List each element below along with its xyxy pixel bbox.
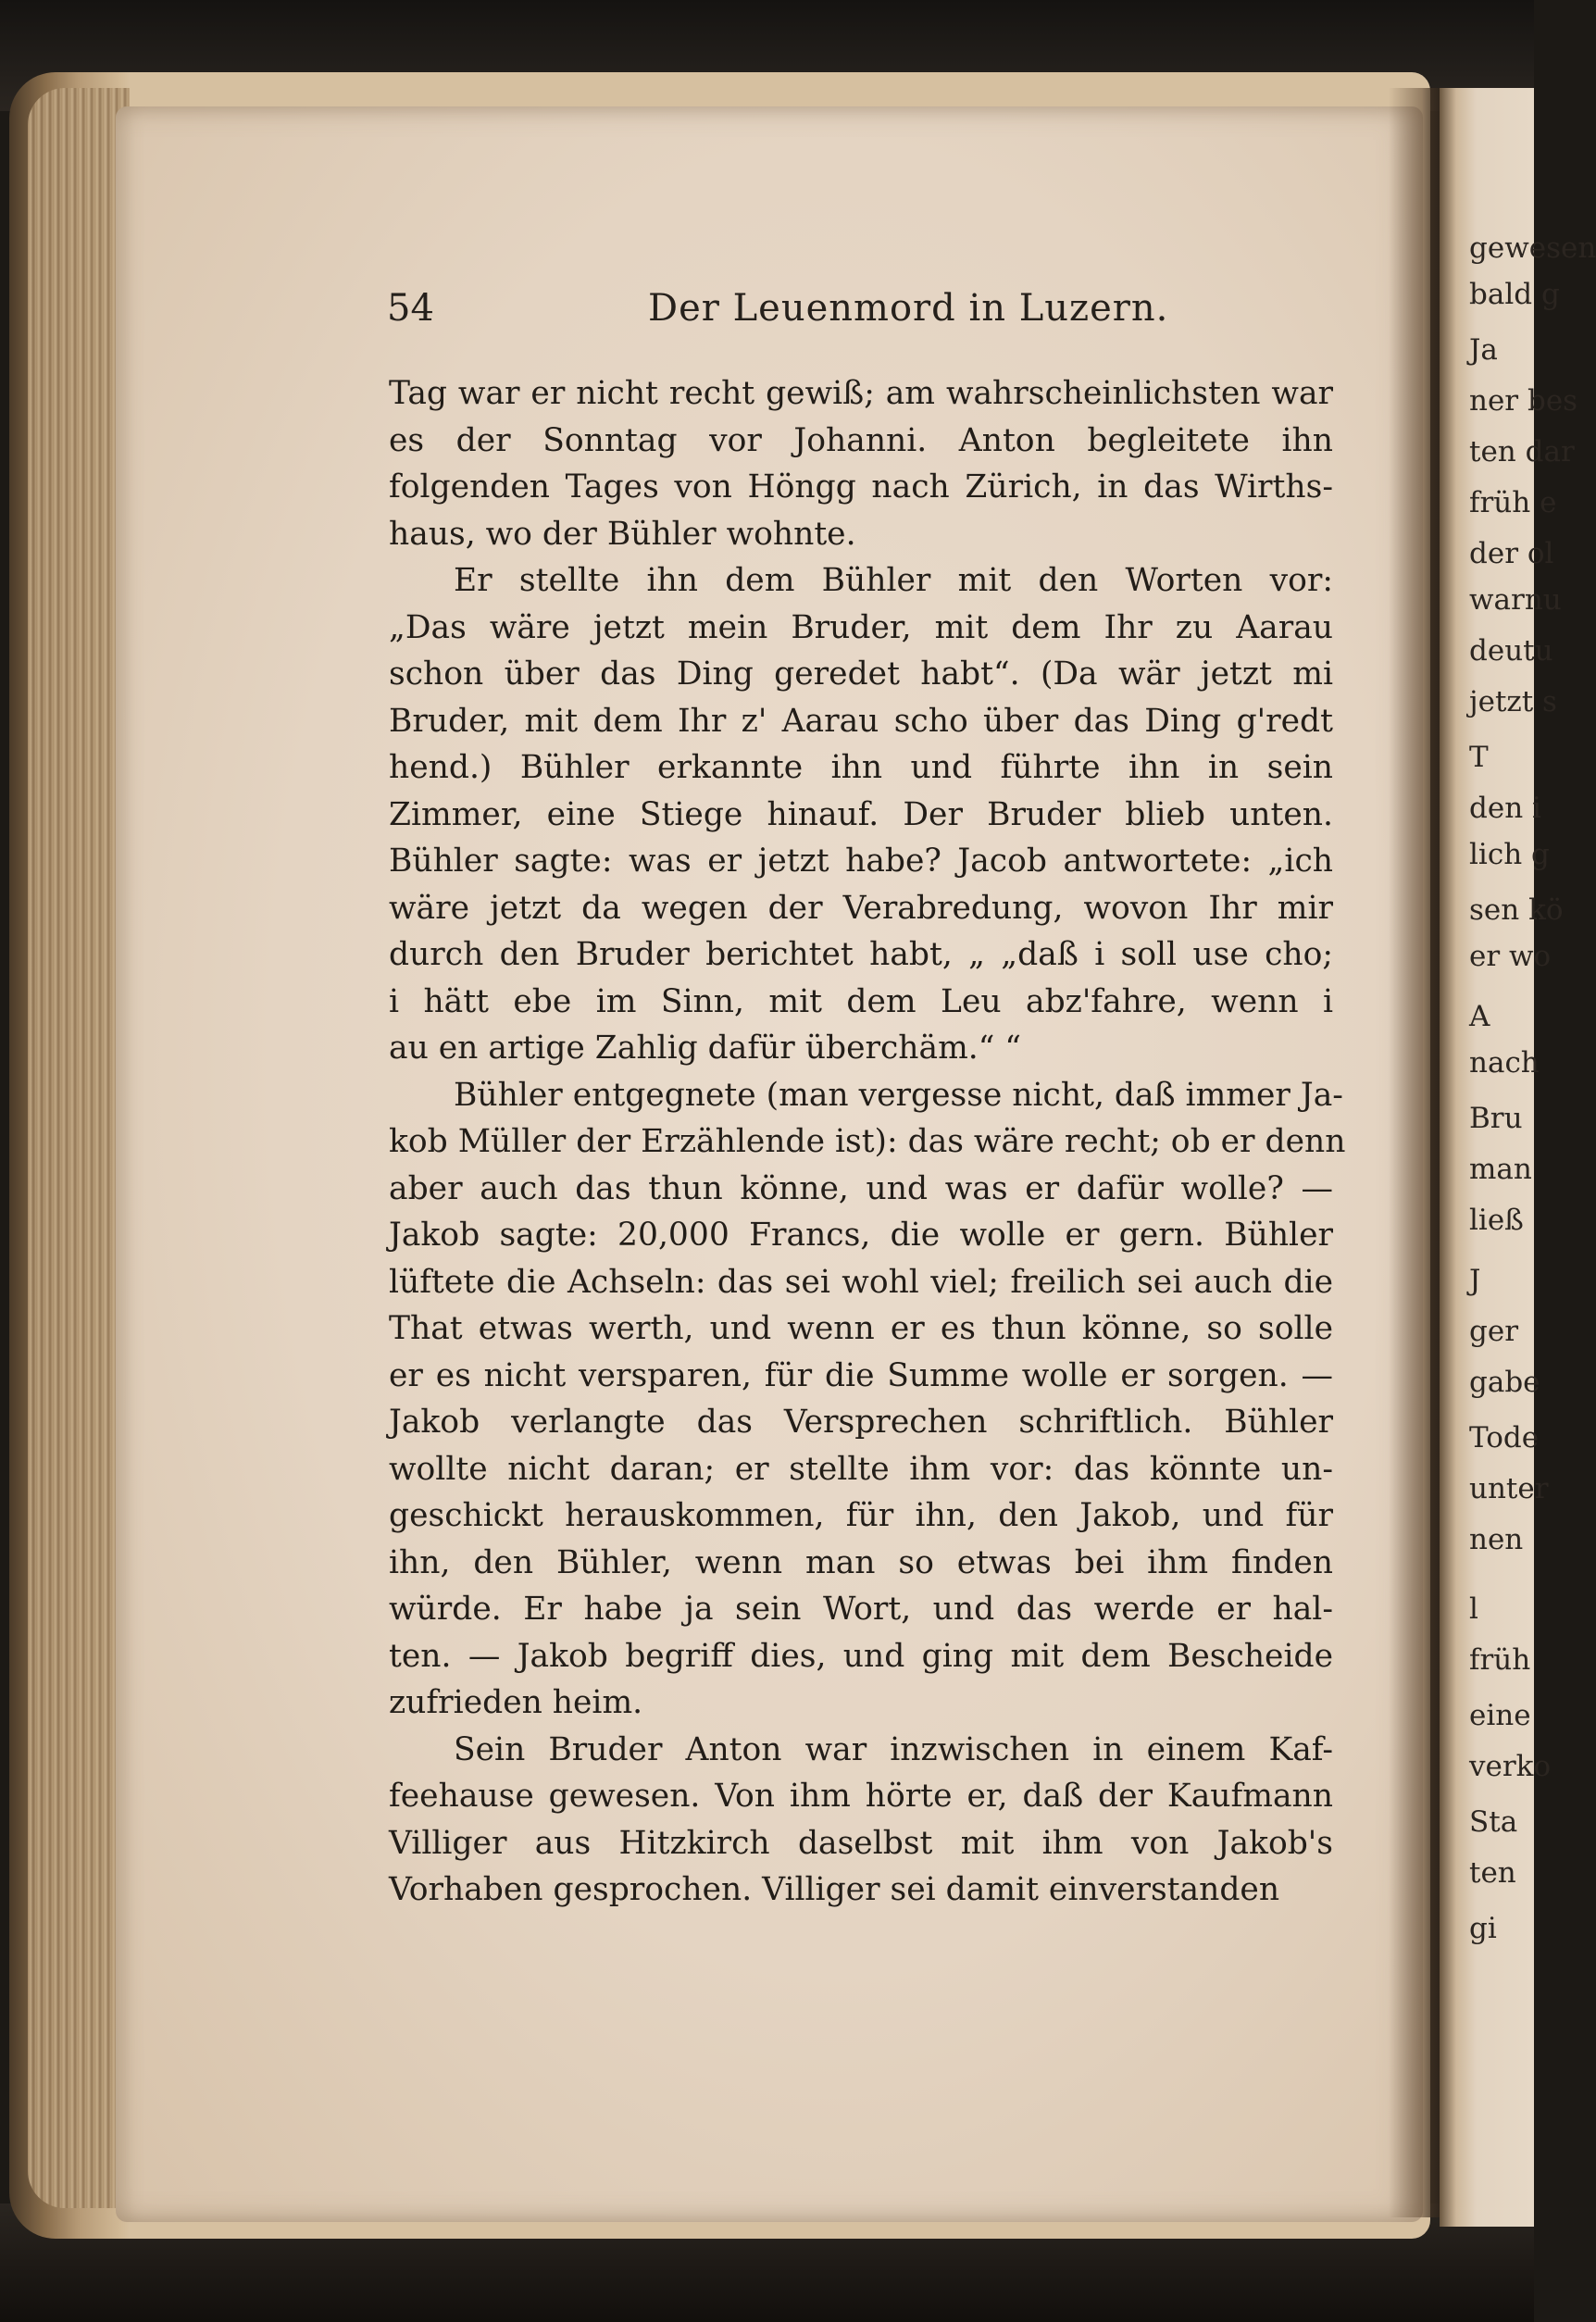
text-line: ihn, den Bühler, wenn man so etwas bei ihm finden: [389, 1543, 1333, 1581]
text-line: schon über das Ding geredet habt“. (Da wär jetzt mi: [389, 655, 1333, 693]
right-page-text-fragment: sen kö: [1469, 893, 1564, 927]
text-line: feehause gewesen. Von ihm hörte er, daß der Kaufmann: [389, 1778, 1333, 1815]
text-line: Zimmer, eine Stiege hinauf. Der Bruder blieb unten.: [389, 795, 1333, 833]
right-page-text-fragment: Sta: [1469, 1805, 1518, 1839]
right-page-text-fragment: gabe: [1469, 1366, 1540, 1399]
right-page-fragment: [1440, 88, 1596, 2227]
right-page-text-fragment: Ja: [1469, 333, 1498, 367]
right-page-text-fragment: jetzt s: [1469, 685, 1557, 718]
paragraph: [389, 370, 1333, 557]
right-page-text-fragment: ger: [1469, 1315, 1519, 1348]
text-line: lüftete die Achseln: das sei wohl viel; freilich sei auch die: [389, 1263, 1333, 1301]
page-edges: [28, 88, 130, 2208]
right-page-text-fragment: warnu: [1469, 583, 1562, 617]
right-page-text-fragment: J: [1469, 1264, 1481, 1297]
right-page-text-fragment: verko: [1469, 1750, 1552, 1783]
right-page-text-fragment: unter: [1469, 1472, 1549, 1505]
text-line: kob Müller der Erzählende ist): das wäre recht; ob er denn: [389, 1123, 1346, 1160]
text-line: i hätt ebe im Sinn, mit dem Leu abz'fahre, wenn i: [389, 982, 1333, 1020]
text-line: Bruder, mit dem Ihr z' Aarau scho über das Ding g'redt: [389, 702, 1333, 740]
text-line: geschickt herauskommen, für ihn, den Jakob, und für: [389, 1497, 1333, 1534]
right-page-text-fragment: T: [1469, 741, 1489, 774]
text-line: Vorhaben gesprochen. Villiger sei damit einverstanden: [389, 1871, 1280, 1908]
right-page-text-fragment: deutu: [1469, 634, 1553, 668]
right-page-text-fragment: lich g: [1469, 838, 1550, 871]
right-page-text-fragment: Bru: [1469, 1102, 1523, 1135]
right-page-text-fragment: nen: [1469, 1523, 1524, 1556]
text-line: wäre jetzt da wegen der Verabredung, wovon Ihr mir: [389, 889, 1333, 927]
text-line: That etwas werth, und wenn er es thun könne, so solle: [389, 1310, 1333, 1347]
right-page-text-fragment: ner bes: [1469, 384, 1578, 418]
text-line: wollte nicht daran; er stellte ihm vor: das könnte un-: [389, 1450, 1333, 1488]
text-line: Er stellte ihn dem Bühler mit den Worten vor:: [454, 562, 1333, 599]
text-line: aber auch das thun könne, und was er dafür wolle? —: [389, 1169, 1333, 1207]
right-page-text-fragment: früh e: [1469, 486, 1557, 519]
body-text: [389, 370, 1346, 1914]
page-number: 54: [387, 287, 434, 330]
text-line: durch den Bruder berichtet habt, „ „daß i soll use cho;: [389, 936, 1333, 973]
text-line: es der Sonntag vor Johanni. Anton begleitete ihn: [389, 421, 1333, 459]
right-page-text-fragment: bald g: [1469, 278, 1560, 311]
text-line: folgenden Tages von Höngg nach Zürich, in das Wirths-: [389, 468, 1333, 506]
text-line: Villiger aus Hitzkirch daselbst mit ihm von Jakob's: [389, 1824, 1333, 1862]
text-line: Jakob sagte: 20,000 Francs, die wolle er gern. Bühler: [389, 1217, 1333, 1254]
text-line: au en artige Zahlig dafür überchäm.“ “: [389, 1030, 1022, 1067]
right-page-text-fragment: l: [1469, 1592, 1478, 1626]
text-line: „Das wäre jetzt mein Bruder, mit dem Ihr zu Aarau: [389, 608, 1333, 646]
right-page-text-fragment: ten dar: [1469, 435, 1575, 468]
text-line: Bühler sagte: was er jetzt habe? Jacob antwortete: „ich: [389, 843, 1333, 880]
text-line: Sein Bruder Anton war inzwischen in einem Kaf-: [454, 1730, 1333, 1768]
text-line: haus, wo der Bühler wohnte.: [389, 515, 856, 553]
right-page-text-fragment: gewesen: [1469, 231, 1596, 265]
right-page-text-fragment: gi: [1469, 1912, 1497, 1945]
text-line: zufrieden heim.: [389, 1684, 643, 1721]
paragraph: [389, 1072, 1346, 1727]
text-line: Jakob verlangte das Versprechen schriftlich. Bühler: [389, 1404, 1333, 1441]
text-line: Tag war er nicht recht gewiß; am wahrscheinlichsten war: [389, 375, 1333, 412]
text-line: er es nicht versparen, für die Summe wolle er sorgen. —: [389, 1356, 1333, 1394]
text-line: Bühler entgegnete (man vergesse nicht, daß immer Ja-: [454, 1076, 1343, 1114]
right-page-text-fragment: ließ: [1469, 1204, 1524, 1237]
right-page-text-fragment: A: [1469, 1000, 1490, 1033]
right-page-text-fragment: den i: [1469, 792, 1541, 825]
right-page-text-fragment: ten: [1469, 1856, 1516, 1890]
book-gutter: [1389, 88, 1444, 2217]
right-page-text-fragment: Tode: [1469, 1421, 1540, 1454]
right-page-text-fragment: eine: [1469, 1699, 1531, 1732]
text-line: ten. — Jakob begriff dies, und ging mit dem Bescheide: [389, 1637, 1333, 1675]
paragraph: [389, 1727, 1333, 1914]
right-page-text-fragment: man: [1469, 1153, 1532, 1186]
right-page-text-fragment: er wo: [1469, 940, 1552, 973]
right-page-text-fragment: der ol: [1469, 537, 1554, 570]
running-head: Der Leuenmord in Luzern.: [648, 287, 1169, 330]
paragraph: [389, 557, 1333, 1072]
right-page-text-fragment: früh: [1469, 1643, 1531, 1677]
text-line: hend.) Bühler erkannte ihn und führte ihn in sein: [389, 749, 1333, 786]
right-page-text-fragment: nach: [1469, 1046, 1540, 1080]
text-line: würde. Er habe ja sein Wort, und das werde er hal-: [389, 1591, 1333, 1628]
